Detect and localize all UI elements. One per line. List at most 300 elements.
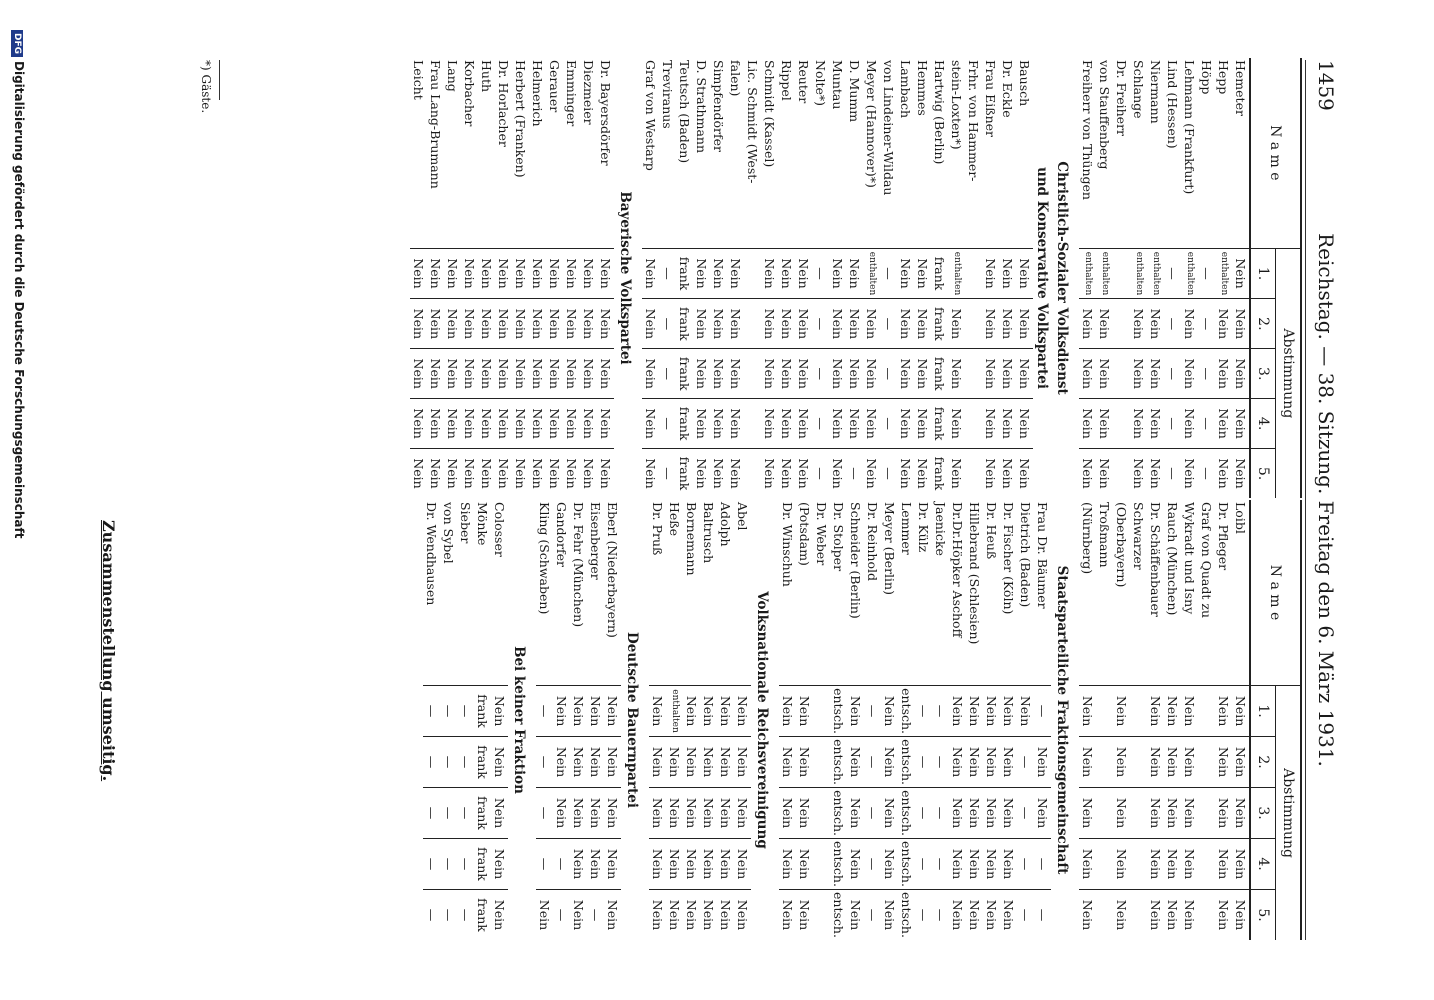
vote-cell: Nein bbox=[1114, 899, 1129, 931]
vote-cell: Nein bbox=[881, 788, 898, 839]
vote-cell: — bbox=[659, 299, 676, 349]
vote-cell: — bbox=[915, 788, 932, 839]
vote-cell: frank bbox=[474, 788, 491, 839]
vote-cell: — bbox=[440, 686, 457, 737]
member-name bbox=[1096, 500, 1113, 686]
vote-cell: Nein bbox=[461, 349, 478, 399]
vote-cell: Nein bbox=[1182, 899, 1197, 931]
member-name-text: stein-Loxten*) bbox=[949, 60, 964, 150]
vote-cell: Nein bbox=[1113, 737, 1130, 788]
vote-cell: Nein bbox=[983, 737, 1000, 788]
vote-cell: Nein bbox=[563, 299, 580, 349]
member-name bbox=[898, 500, 915, 686]
vote-cell: Nein bbox=[491, 737, 508, 788]
vote-cell: entsch. bbox=[898, 788, 915, 839]
vote-cell: Nein bbox=[666, 788, 683, 839]
member-name-text: Rauch (München) bbox=[1165, 502, 1180, 616]
member-name-text: Jaenicke bbox=[933, 502, 948, 556]
vote-cell: Nein bbox=[1000, 458, 1015, 489]
vote-cell: Nein bbox=[779, 686, 796, 737]
vote-cell: Nein bbox=[587, 686, 604, 737]
table-row bbox=[846, 58, 863, 498]
vote-cell: Nein bbox=[1164, 737, 1181, 788]
vote-cell: Nein bbox=[914, 248, 931, 299]
vote-cell: frank bbox=[676, 399, 693, 449]
vote-cell: Nein bbox=[1164, 839, 1181, 890]
vote-cell bbox=[813, 686, 830, 737]
vote-cell: enthalten bbox=[948, 248, 965, 299]
vote-cell: Nein bbox=[761, 299, 778, 349]
vote-cell: Nein bbox=[546, 248, 563, 299]
vote-cell: — bbox=[880, 349, 897, 399]
vote-cell: Nein bbox=[1147, 839, 1164, 890]
vote-cell: Nein bbox=[530, 458, 545, 489]
vote-cell: Nein bbox=[649, 686, 666, 737]
vote-cell: Nein bbox=[829, 399, 846, 449]
member-name-text: Lic. Schmidt (West- bbox=[745, 60, 760, 184]
member-name bbox=[949, 500, 966, 686]
vote-cell bbox=[813, 839, 830, 890]
member-name-text: Kling (Schwaben) bbox=[537, 502, 552, 615]
vote-cell: Nein bbox=[1016, 248, 1033, 299]
vote-cell: Nein bbox=[605, 899, 620, 931]
vote-cell: Nein bbox=[717, 788, 734, 839]
vote-cell: Nein bbox=[428, 458, 443, 489]
vote-cell: Nein bbox=[847, 788, 864, 839]
vote-cell: Nein bbox=[513, 458, 528, 489]
vote-cell: Nein bbox=[1147, 788, 1164, 839]
vote-cell: Nein bbox=[795, 248, 812, 299]
vote-cell: Nein bbox=[529, 248, 546, 299]
member-name bbox=[536, 500, 553, 686]
vote-cell: Nein bbox=[587, 788, 604, 839]
vote-cell: — bbox=[1034, 686, 1051, 737]
vote-cell: Nein bbox=[1148, 458, 1163, 489]
member-name-text: Lehmann (Frankfurt) bbox=[1182, 60, 1197, 195]
vote-cell: Nein bbox=[445, 458, 460, 489]
table-row bbox=[1079, 58, 1096, 498]
table-row bbox=[563, 58, 580, 498]
vote-cell: Nein bbox=[1034, 737, 1051, 788]
member-name-text: von Lindeiner-Wildau bbox=[881, 60, 896, 196]
vote-cell: — bbox=[813, 467, 828, 480]
vote-cell: Nein bbox=[495, 349, 512, 399]
member-name bbox=[1215, 58, 1232, 248]
party-heading bbox=[508, 500, 536, 940]
vote-cell: Nein bbox=[701, 899, 716, 931]
member-name bbox=[444, 58, 461, 248]
member-name-text: (Oberbayern) bbox=[1114, 502, 1129, 588]
member-name bbox=[1079, 500, 1096, 686]
vote-cell: Nein bbox=[727, 299, 744, 349]
vote-cell: — bbox=[1017, 788, 1034, 839]
party-heading-text: Staatsparteiliche Fraktionsgemeinschaft bbox=[1054, 565, 1071, 875]
vote-cell: Nein bbox=[761, 399, 778, 449]
vote-cell: Nein bbox=[461, 248, 478, 299]
vote-cell bbox=[813, 890, 830, 941]
vote-cell: Nein bbox=[700, 839, 717, 890]
vote-cell: — bbox=[536, 686, 553, 737]
vote-cell: — bbox=[812, 248, 829, 299]
table-row bbox=[966, 500, 983, 940]
vote-cell: Nein bbox=[948, 399, 965, 449]
vote-cell: — bbox=[1035, 908, 1050, 922]
vote-cell: Nein bbox=[779, 839, 796, 890]
member-name-text: Huth bbox=[479, 60, 494, 93]
member-name-text: Schwarzer bbox=[1131, 502, 1146, 570]
table-row bbox=[512, 58, 529, 498]
member-name bbox=[461, 58, 478, 248]
vote-cell: Nein bbox=[580, 349, 597, 399]
footnote bbox=[199, 60, 220, 113]
vote-cell bbox=[813, 737, 830, 788]
table-row bbox=[597, 58, 614, 498]
vote-cell: Nein bbox=[1181, 349, 1198, 399]
vote-cell: — bbox=[880, 299, 897, 349]
member-name-text: Frau Eißner bbox=[983, 60, 998, 138]
member-name-text: Eberl (Niederbayern) bbox=[605, 502, 620, 638]
table-row bbox=[1232, 500, 1250, 940]
table-row bbox=[474, 500, 491, 940]
vote-cell bbox=[744, 399, 761, 449]
member-name-text: Abel bbox=[735, 502, 750, 531]
vote-cell: Nein bbox=[727, 349, 744, 399]
vote-table-body bbox=[410, 58, 1250, 498]
member-name bbox=[710, 58, 727, 248]
vote-cell: Nein bbox=[797, 899, 812, 931]
vote-cell: Nein bbox=[693, 248, 710, 299]
vote-cell: Nein bbox=[512, 399, 529, 449]
member-name bbox=[983, 500, 1000, 686]
vote-cell: Nein bbox=[683, 737, 700, 788]
vote-cell: Nein bbox=[717, 686, 734, 737]
member-name bbox=[846, 58, 863, 248]
table-row bbox=[478, 58, 495, 498]
table-row bbox=[1215, 500, 1232, 940]
member-name-text: Colosser bbox=[492, 502, 507, 557]
member-name-text: Adolph bbox=[718, 502, 733, 547]
vote-cell bbox=[1096, 839, 1113, 890]
vote-cell: — bbox=[1018, 908, 1033, 922]
vote-cell: Nein bbox=[1147, 299, 1164, 349]
party-heading bbox=[614, 58, 642, 498]
vote-cell: Nein bbox=[1181, 399, 1198, 449]
header-rule bbox=[1305, 60, 1306, 940]
vote-cell: Nein bbox=[847, 839, 864, 890]
vote-cell: Nein bbox=[478, 349, 495, 399]
vote-cell: Nein bbox=[598, 458, 613, 489]
vote-cell: Nein bbox=[1079, 737, 1096, 788]
vote-cell: — bbox=[1164, 248, 1181, 299]
vote-cell: — bbox=[536, 839, 553, 890]
footnote-rule bbox=[219, 60, 220, 100]
member-name-text: Dr. Bayersdörfer bbox=[598, 60, 613, 166]
party-heading-text: Christlich-Sozialer Volksdienst bbox=[1054, 161, 1071, 395]
vote-cell: entsch. bbox=[898, 839, 915, 890]
vote-cell: — bbox=[1165, 467, 1180, 480]
vote-cell bbox=[1198, 686, 1215, 737]
vote-cell: Nein bbox=[914, 349, 931, 399]
table-row bbox=[676, 58, 693, 498]
vote-cell: Nein bbox=[796, 458, 811, 489]
member-name bbox=[717, 500, 734, 686]
member-name-text: Herbert (Franken) bbox=[513, 60, 528, 178]
vote-cell: Nein bbox=[512, 248, 529, 299]
vote-cell: — bbox=[588, 908, 603, 922]
vote-cell bbox=[965, 399, 982, 449]
table-row bbox=[829, 58, 846, 498]
party-heading-text: Bayerische Volkspartei bbox=[617, 191, 634, 365]
vote-cell: Nein bbox=[1080, 899, 1095, 931]
table-row bbox=[999, 58, 1016, 498]
member-name bbox=[761, 58, 778, 248]
digitization-text: Digitalisierung gefördert durch die Deutsche Forschungsgemeinschaft bbox=[12, 61, 26, 539]
member-name bbox=[1034, 500, 1051, 686]
vote-cell: Nein bbox=[999, 248, 1016, 299]
member-name-text: Meyer (Berlin) bbox=[882, 502, 897, 595]
vote-cell: Nein bbox=[479, 458, 494, 489]
member-name bbox=[965, 58, 982, 248]
vote-cell: Nein bbox=[734, 686, 751, 737]
table-row bbox=[983, 500, 1000, 940]
member-name-text: Rippel bbox=[779, 60, 794, 101]
vote-cell: Nein bbox=[949, 737, 966, 788]
vote-cell: Nein bbox=[846, 248, 863, 299]
vote-cell: Nein bbox=[897, 399, 914, 449]
vote-cell bbox=[1130, 686, 1147, 737]
member-name bbox=[512, 58, 529, 248]
vote-cell: Nein bbox=[1232, 686, 1250, 737]
vote-cell: Nein bbox=[700, 686, 717, 737]
vote-cell: enthalten bbox=[1215, 248, 1232, 299]
member-name bbox=[1181, 500, 1198, 686]
party-heading bbox=[1051, 500, 1079, 940]
member-name bbox=[676, 58, 693, 248]
vote-cell: Nein bbox=[949, 686, 966, 737]
member-name-text: Dr. Pfleger bbox=[1216, 502, 1231, 571]
name-header: N a m e bbox=[1250, 58, 1301, 248]
vote-cell: Nein bbox=[537, 899, 552, 931]
member-name bbox=[914, 58, 931, 248]
table-row bbox=[982, 58, 999, 498]
member-name-text: Sieber bbox=[458, 502, 473, 544]
vote-cell: Nein bbox=[1232, 248, 1250, 299]
vote-cell: Nein bbox=[693, 399, 710, 449]
vote-cell bbox=[1198, 788, 1215, 839]
vote-cell: entsch. bbox=[830, 839, 847, 890]
member-name bbox=[1232, 500, 1250, 686]
member-name bbox=[1096, 58, 1113, 248]
vote-cell: Nein bbox=[1079, 349, 1096, 399]
vote-cell: Nein bbox=[684, 899, 699, 931]
vote-cell: Nein bbox=[1147, 686, 1164, 737]
vote-cell bbox=[1096, 890, 1113, 941]
vote-cell: Nein bbox=[717, 737, 734, 788]
vote-cell: entsch. bbox=[830, 686, 847, 737]
vote-cell: frank bbox=[474, 686, 491, 737]
table-row bbox=[812, 58, 829, 498]
member-name-text: Nolte*) bbox=[813, 60, 828, 107]
vote-cell: — bbox=[553, 839, 570, 890]
vote-cell: Nein bbox=[779, 788, 796, 839]
vote-cell bbox=[965, 349, 982, 399]
member-name-text: D. Mumm bbox=[847, 60, 862, 123]
member-name bbox=[1113, 58, 1130, 248]
member-name-text: Leicht bbox=[411, 60, 426, 100]
vote-cell: Nein bbox=[597, 299, 614, 349]
vote-cell: Nein bbox=[649, 788, 666, 839]
table-row bbox=[642, 58, 659, 498]
member-name-text: Wykradt und Isny bbox=[1182, 502, 1197, 615]
member-name-text: Hartwig (Berlin) bbox=[932, 60, 947, 165]
vote-cell: Nein bbox=[1130, 399, 1147, 449]
vote-table-body bbox=[423, 500, 1250, 940]
vote-cell: Nein bbox=[570, 737, 587, 788]
member-name bbox=[727, 58, 744, 248]
member-name-text: Lang bbox=[445, 60, 460, 92]
party-heading-text: Bei keiner Fraktion bbox=[511, 646, 528, 794]
vote-cell: Nein bbox=[580, 299, 597, 349]
vote-cell: — bbox=[915, 737, 932, 788]
member-name-text: Meyer (Hannover)*) bbox=[864, 60, 879, 188]
member-name bbox=[795, 58, 812, 248]
vote-cell bbox=[1113, 349, 1130, 399]
vote-cell: — bbox=[864, 737, 881, 788]
member-name-text: (Nürnberg) bbox=[1080, 502, 1095, 575]
vote-cell: Nein bbox=[717, 839, 734, 890]
vote-cell: Nein bbox=[1017, 686, 1034, 737]
vote-cell: Nein bbox=[581, 458, 596, 489]
table-row bbox=[710, 58, 727, 498]
vote-cell bbox=[1096, 788, 1113, 839]
vote-cell: Nein bbox=[881, 839, 898, 890]
vote-cell: Nein bbox=[547, 458, 562, 489]
vote-cell: Nein bbox=[700, 788, 717, 839]
table-row bbox=[795, 58, 812, 498]
vote-cell: Nein bbox=[1215, 686, 1232, 737]
vote-cell: Nein bbox=[1182, 458, 1197, 489]
vote-cell: — bbox=[1017, 839, 1034, 890]
member-name bbox=[457, 500, 474, 686]
vote-cell: Nein bbox=[642, 399, 659, 449]
vote-cell: Nein bbox=[529, 399, 546, 449]
member-name bbox=[587, 500, 604, 686]
table-row bbox=[1130, 58, 1147, 498]
member-name-text: Dr. Eckle bbox=[1000, 60, 1015, 118]
vote-cell: Nein bbox=[1079, 399, 1096, 449]
member-name-text: Dr. Pruß bbox=[650, 502, 665, 556]
name-header: N a m e bbox=[1250, 500, 1301, 686]
vote-cell: — bbox=[660, 467, 675, 480]
vote-cell: — bbox=[933, 908, 948, 922]
vote-cell bbox=[1130, 890, 1147, 941]
vote-cell: frank bbox=[676, 349, 693, 399]
table-row bbox=[440, 500, 457, 940]
vote-cell: Nein bbox=[597, 349, 614, 399]
vote-cell: Nein bbox=[983, 839, 1000, 890]
vote-cell: Nein bbox=[882, 899, 897, 931]
party-heading-text: Volksnationale Reichsvereinigung bbox=[754, 591, 771, 849]
member-name-text: Treviranus bbox=[660, 60, 675, 129]
vote-cell: — bbox=[915, 839, 932, 890]
vote-cell: — bbox=[458, 908, 473, 922]
table-row bbox=[796, 500, 813, 940]
vote-cell bbox=[744, 248, 761, 299]
vote-cell: Nein bbox=[778, 248, 795, 299]
vote-cell: Nein bbox=[597, 248, 614, 299]
vote-cell bbox=[1113, 399, 1130, 449]
vote-cell: — bbox=[536, 788, 553, 839]
dfg-logo: DFG bbox=[11, 30, 23, 57]
vote-cell: — bbox=[441, 908, 456, 922]
vote-cell: Nein bbox=[983, 458, 998, 489]
vote-cell: Nein bbox=[1016, 349, 1033, 399]
party-heading-text: Deutsche Bauernpartei bbox=[624, 631, 641, 808]
table-row bbox=[700, 500, 717, 940]
member-name-text: Helmerich bbox=[530, 60, 545, 127]
member-name bbox=[693, 58, 710, 248]
member-name-text: Bornemann bbox=[684, 502, 699, 576]
table-row bbox=[1113, 500, 1130, 940]
vote-cell: Nein bbox=[571, 899, 586, 931]
table-row bbox=[604, 500, 621, 940]
vote-cell: Nein bbox=[710, 349, 727, 399]
table-row bbox=[683, 500, 700, 940]
vote-cell: Nein bbox=[1000, 686, 1017, 737]
table-row bbox=[1096, 58, 1113, 498]
vote-cell: Nein bbox=[829, 349, 846, 399]
vote-cell: Nein bbox=[587, 737, 604, 788]
member-name-text: Bausch bbox=[1017, 60, 1032, 107]
vote-number-header: 5. bbox=[1250, 890, 1276, 941]
vote-cell: Nein bbox=[666, 839, 683, 890]
vote-number-header: 5. bbox=[1250, 449, 1276, 498]
member-name-text: von Stauffenberg bbox=[1097, 60, 1112, 170]
member-name bbox=[829, 58, 846, 248]
vote-cell: — bbox=[932, 737, 949, 788]
member-name bbox=[982, 58, 999, 248]
table-row bbox=[659, 58, 676, 498]
vote-cell: Nein bbox=[604, 788, 621, 839]
vote-cell: Nein bbox=[491, 686, 508, 737]
member-name bbox=[880, 58, 897, 248]
vote-cell: Nein bbox=[984, 899, 999, 931]
vote-cell: Nein bbox=[411, 458, 426, 489]
vote-cell: Nein bbox=[495, 399, 512, 449]
member-name bbox=[649, 500, 666, 686]
vote-cell: Nein bbox=[427, 349, 444, 399]
vote-cell bbox=[965, 248, 982, 299]
table-row bbox=[1198, 500, 1215, 940]
vote-cell: frank bbox=[931, 248, 948, 299]
vote-cell: Nein bbox=[710, 399, 727, 449]
table-row bbox=[864, 500, 881, 940]
vote-cell: Nein bbox=[830, 458, 845, 489]
vote-cell: Nein bbox=[848, 899, 863, 931]
vote-cell: Nein bbox=[1181, 686, 1198, 737]
member-name bbox=[948, 58, 965, 248]
vote-cell: — bbox=[440, 839, 457, 890]
vote-cell: Nein bbox=[512, 349, 529, 399]
digitization-notice bbox=[11, 30, 26, 538]
vote-cell: entsch. bbox=[899, 892, 914, 938]
member-name-text: Troßmann bbox=[1097, 502, 1112, 568]
member-name-text: Dr. Reinhold bbox=[865, 502, 880, 582]
vote-cell: — bbox=[423, 686, 440, 737]
vote-cell: — bbox=[1017, 737, 1034, 788]
vote-cell: Nein bbox=[492, 899, 507, 931]
vote-cell: Nein bbox=[491, 788, 508, 839]
